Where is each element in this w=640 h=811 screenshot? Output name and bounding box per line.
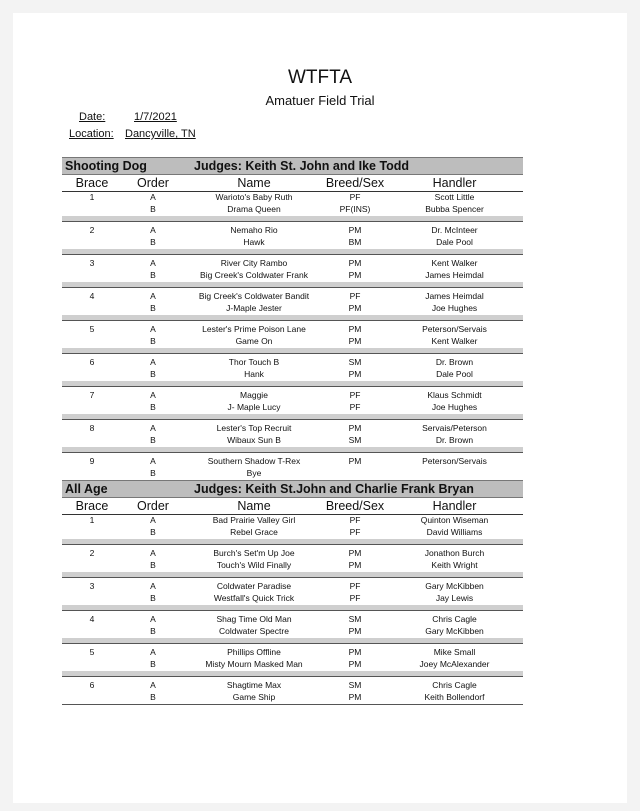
dog-name-cell: Touch's Wild Finally: [216, 560, 292, 570]
column-header-breed: Breed/Sex: [325, 499, 385, 513]
dog-name-cell: Rebel Grace: [230, 527, 278, 537]
handler-cell: James Heimdal: [425, 270, 484, 280]
dog-name-cell: Game Ship: [232, 692, 276, 702]
location-label: Location:: [69, 128, 114, 140]
order-cell: A: [150, 192, 156, 202]
handler-cell: Klaus Schmidt: [427, 390, 482, 400]
brace-group: [62, 291, 523, 313]
entry-row: [62, 423, 523, 434]
column-header-order: Order: [137, 176, 169, 190]
breed-sex-cell: SM: [348, 680, 362, 690]
breed-sex-cell: PM: [348, 225, 362, 235]
entry-row: [62, 659, 523, 670]
dog-name-cell: Drama Queen: [227, 204, 281, 214]
section-header: [62, 480, 523, 498]
brace-separator: [62, 381, 523, 387]
brace-number: 5: [89, 647, 95, 657]
order-cell: A: [150, 515, 156, 525]
brace-group: [62, 647, 523, 669]
column-header-handler: Handler: [432, 499, 477, 513]
brace-separator: [62, 638, 523, 644]
breed-sex-cell: PM: [348, 324, 362, 334]
entry-row: [62, 548, 523, 559]
dog-name-cell: Westfall's Quick Trick: [213, 593, 295, 603]
section-judges: Judges: Keith St.John and Charlie Frank Bryan: [194, 482, 474, 496]
order-cell: A: [150, 357, 156, 367]
handler-cell: Dale Pool: [436, 237, 473, 247]
order-cell: B: [150, 560, 156, 570]
breed-sex-cell: PM: [348, 270, 362, 280]
dog-name-cell: Hawk: [243, 237, 265, 247]
handler-cell: David Williams: [426, 527, 483, 537]
document-page: [13, 13, 627, 803]
order-cell: B: [150, 435, 156, 445]
breed-sex-cell: PF: [349, 593, 361, 603]
entry-row: [62, 626, 523, 637]
dog-name-cell: Shagtime Max: [226, 680, 282, 690]
handler-cell: Joey McAlexander: [419, 659, 490, 669]
brace-number: 1: [89, 192, 95, 202]
brace-separator: [62, 447, 523, 453]
brace-number: 6: [89, 357, 95, 367]
brace-group: [62, 680, 523, 702]
entry-row: [62, 369, 523, 380]
entry-row: [62, 692, 523, 703]
order-cell: B: [150, 527, 156, 537]
breed-sex-cell: PM: [348, 647, 362, 657]
breed-sex-cell: SM: [348, 357, 362, 367]
entry-row: [62, 581, 523, 592]
order-cell: A: [150, 647, 156, 657]
brace-group: [62, 614, 523, 636]
dog-name-cell: Shag Time Old Man: [216, 614, 292, 624]
column-header-name: Name: [237, 499, 271, 513]
brace-number: 4: [89, 614, 95, 624]
order-cell: A: [150, 581, 156, 591]
breed-sex-cell: PM: [348, 423, 362, 433]
handler-cell: Peterson/Servais: [422, 456, 487, 466]
brace-separator: [62, 572, 523, 578]
dog-name-cell: Coldwater Paradise: [216, 581, 292, 591]
handler-cell: Kent Walker: [431, 258, 478, 268]
dog-name-cell: Southern Shadow T-Rex: [207, 456, 301, 466]
order-cell: B: [150, 237, 156, 247]
order-cell: B: [150, 336, 156, 346]
handler-cell: Servais/Peterson: [422, 423, 487, 433]
entry-row: [62, 647, 523, 658]
order-cell: B: [150, 593, 156, 603]
breed-sex-cell: PF(INS): [339, 204, 371, 214]
brace-group: [62, 357, 523, 379]
entry-row: [62, 237, 523, 248]
order-cell: B: [150, 468, 156, 478]
breed-sex-cell: PF: [349, 291, 361, 301]
brace-separator: [62, 414, 523, 420]
order-cell: A: [150, 423, 156, 433]
breed-sex-cell: PM: [348, 548, 362, 558]
entry-row: [62, 225, 523, 236]
order-cell: A: [150, 291, 156, 301]
dog-name-cell: Phillips Offline: [227, 647, 281, 657]
handler-cell: Chris Cagle: [432, 680, 477, 690]
handler-cell: Dr. Brown: [435, 435, 474, 445]
brace-number: 5: [89, 324, 95, 334]
dog-name-cell: Nemaho Rio: [230, 225, 278, 235]
entry-row: [62, 258, 523, 269]
order-cell: A: [150, 614, 156, 624]
breed-sex-cell: PM: [348, 560, 362, 570]
brace-group: [62, 548, 523, 570]
entry-row: [62, 593, 523, 604]
handler-cell: Scott Little: [434, 192, 475, 202]
brace-number: 1: [89, 515, 95, 525]
dog-name-cell: Bye: [246, 468, 262, 478]
order-cell: B: [150, 204, 156, 214]
breed-sex-cell: PF: [349, 527, 361, 537]
brace-group: [62, 225, 523, 247]
dog-name-cell: Big Creek's Coldwater Bandit: [198, 291, 310, 301]
dog-name-cell: Bad Prairie Valley Girl: [212, 515, 296, 525]
section-header: [62, 157, 523, 175]
date-label: Date:: [79, 111, 106, 123]
brace-number: 8: [89, 423, 95, 433]
entry-row: [62, 614, 523, 625]
handler-cell: Dr. Brown: [435, 357, 474, 367]
breed-sex-cell: PF: [349, 515, 361, 525]
handler-cell: Joe Hughes: [431, 402, 478, 412]
brace-number: 3: [89, 581, 95, 591]
dog-name-cell: Big Creek's Coldwater Frank: [200, 270, 308, 280]
brace-number: 3: [89, 258, 95, 268]
entry-row: [62, 336, 523, 347]
handler-cell: Quinton Wiseman: [420, 515, 489, 525]
section-name: All Age: [65, 482, 108, 496]
column-header-row: [62, 176, 523, 192]
handler-cell: Kent Walker: [431, 336, 478, 346]
breed-sex-cell: PM: [348, 303, 362, 313]
brace-group: [62, 324, 523, 346]
document-title: WTFTA: [287, 67, 352, 88]
dog-name-cell: J- Maple Lucy: [227, 402, 281, 412]
breed-sex-cell: PM: [348, 369, 362, 379]
order-cell: B: [150, 402, 156, 412]
column-header-name: Name: [237, 176, 271, 190]
entry-row: [62, 192, 523, 203]
breed-sex-cell: PF: [349, 402, 361, 412]
handler-cell: Jay Lewis: [435, 593, 474, 603]
breed-sex-cell: PM: [348, 659, 362, 669]
breed-sex-cell: BM: [348, 237, 362, 247]
brace-number: 7: [89, 390, 95, 400]
order-cell: B: [150, 369, 156, 379]
breed-sex-cell: PM: [348, 336, 362, 346]
dog-name-cell: River City Rambo: [220, 258, 288, 268]
breed-sex-cell: PF: [349, 390, 361, 400]
breed-sex-cell: PF: [349, 192, 361, 202]
entry-row: [62, 303, 523, 314]
dog-name-cell: Warioto's Baby Ruth: [215, 192, 293, 202]
entry-row: [62, 680, 523, 691]
entry-row: [62, 515, 523, 526]
brace-number: 2: [89, 225, 95, 235]
handler-cell: Peterson/Servais: [422, 324, 487, 334]
handler-cell: Joe Hughes: [431, 303, 478, 313]
section-name: Shooting Dog: [65, 159, 147, 173]
dog-name-cell: Burch's Set'm Up Joe: [213, 548, 295, 558]
handler-cell: Dr. McInteer: [431, 225, 478, 235]
order-cell: A: [150, 225, 156, 235]
handler-cell: Keith Bollendorf: [424, 692, 485, 702]
brace-group: [62, 456, 523, 478]
brace-number: 6: [89, 680, 95, 690]
handler-cell: Jonathon Burch: [424, 548, 485, 558]
entry-row: [62, 270, 523, 281]
dog-name-cell: Coldwater Spectre: [219, 626, 289, 636]
brace-separator: [62, 315, 523, 321]
brace-number: 9: [89, 456, 95, 466]
brace-separator: [62, 348, 523, 354]
entry-row: [62, 527, 523, 538]
brace-group: [62, 515, 523, 537]
brace-separator: [62, 671, 523, 677]
entry-row: [62, 357, 523, 368]
handler-cell: Dale Pool: [436, 369, 473, 379]
entry-row: [62, 390, 523, 401]
dog-name-cell: Hank: [244, 369, 264, 379]
column-header-handler: Handler: [432, 176, 477, 190]
document-subtitle: Amatuer Field Trial: [265, 93, 375, 108]
order-cell: B: [150, 270, 156, 280]
column-header-row: [62, 499, 523, 515]
breed-sex-cell: PM: [348, 258, 362, 268]
column-header-brace: Brace: [75, 176, 109, 190]
date-value: 1/7/2021: [134, 111, 177, 123]
entry-row: [62, 402, 523, 413]
order-cell: A: [150, 456, 156, 466]
section-end-line: [62, 704, 523, 705]
handler-cell: Chris Cagle: [432, 614, 477, 624]
entry-row: [62, 456, 523, 467]
entry-row: [62, 468, 523, 479]
brace-separator: [62, 539, 523, 545]
dog-name-cell: Thor Touch B: [228, 357, 280, 367]
entry-row: [62, 560, 523, 571]
order-cell: B: [150, 626, 156, 636]
order-cell: A: [150, 680, 156, 690]
handler-cell: Gary McKibben: [425, 581, 484, 591]
handler-cell: Mike Small: [433, 647, 476, 657]
entry-row: [62, 291, 523, 302]
column-header-order: Order: [137, 499, 169, 513]
column-header-brace: Brace: [75, 499, 109, 513]
entry-row: [62, 435, 523, 446]
order-cell: A: [150, 324, 156, 334]
brace-separator: [62, 249, 523, 255]
dog-name-cell: Maggie: [240, 390, 268, 400]
dog-name-cell: Misty Mourn Masked Man: [205, 659, 303, 669]
brace-number: 2: [89, 548, 95, 558]
breed-sex-cell: PM: [348, 456, 362, 466]
dog-name-cell: Wibaux Sun B: [227, 435, 281, 445]
handler-cell: Keith Wright: [431, 560, 478, 570]
breed-sex-cell: PM: [348, 626, 362, 636]
brace-group: [62, 258, 523, 280]
brace-group: [62, 192, 523, 214]
breed-sex-cell: PM: [348, 692, 362, 702]
column-header-breed: Breed/Sex: [325, 176, 385, 190]
dog-name-cell: J-Maple Jester: [226, 303, 282, 313]
order-cell: B: [150, 659, 156, 669]
location-value: Dancyville, TN: [125, 128, 196, 140]
brace-separator: [62, 216, 523, 222]
dog-name-cell: Lester's Top Recruit: [216, 423, 292, 433]
order-cell: A: [150, 390, 156, 400]
breed-sex-cell: SM: [348, 435, 362, 445]
handler-cell: James Heimdal: [425, 291, 484, 301]
brace-number: 4: [89, 291, 95, 301]
brace-separator: [62, 282, 523, 288]
brace-separator: [62, 605, 523, 611]
entry-row: [62, 324, 523, 335]
handler-cell: Gary McKibben: [425, 626, 484, 636]
order-cell: B: [150, 303, 156, 313]
breed-sex-cell: SM: [348, 614, 362, 624]
brace-group: [62, 423, 523, 445]
order-cell: A: [150, 258, 156, 268]
order-cell: B: [150, 692, 156, 702]
brace-group: [62, 581, 523, 603]
dog-name-cell: Lester's Prime Poison Lane: [202, 324, 306, 334]
entry-row: [62, 204, 523, 215]
order-cell: A: [150, 548, 156, 558]
section-judges: Judges: Keith St. John and Ike Todd: [194, 159, 410, 173]
dog-name-cell: Game On: [235, 336, 273, 346]
breed-sex-cell: PF: [349, 581, 361, 591]
handler-cell: Bubba Spencer: [425, 204, 484, 214]
brace-group: [62, 390, 523, 412]
